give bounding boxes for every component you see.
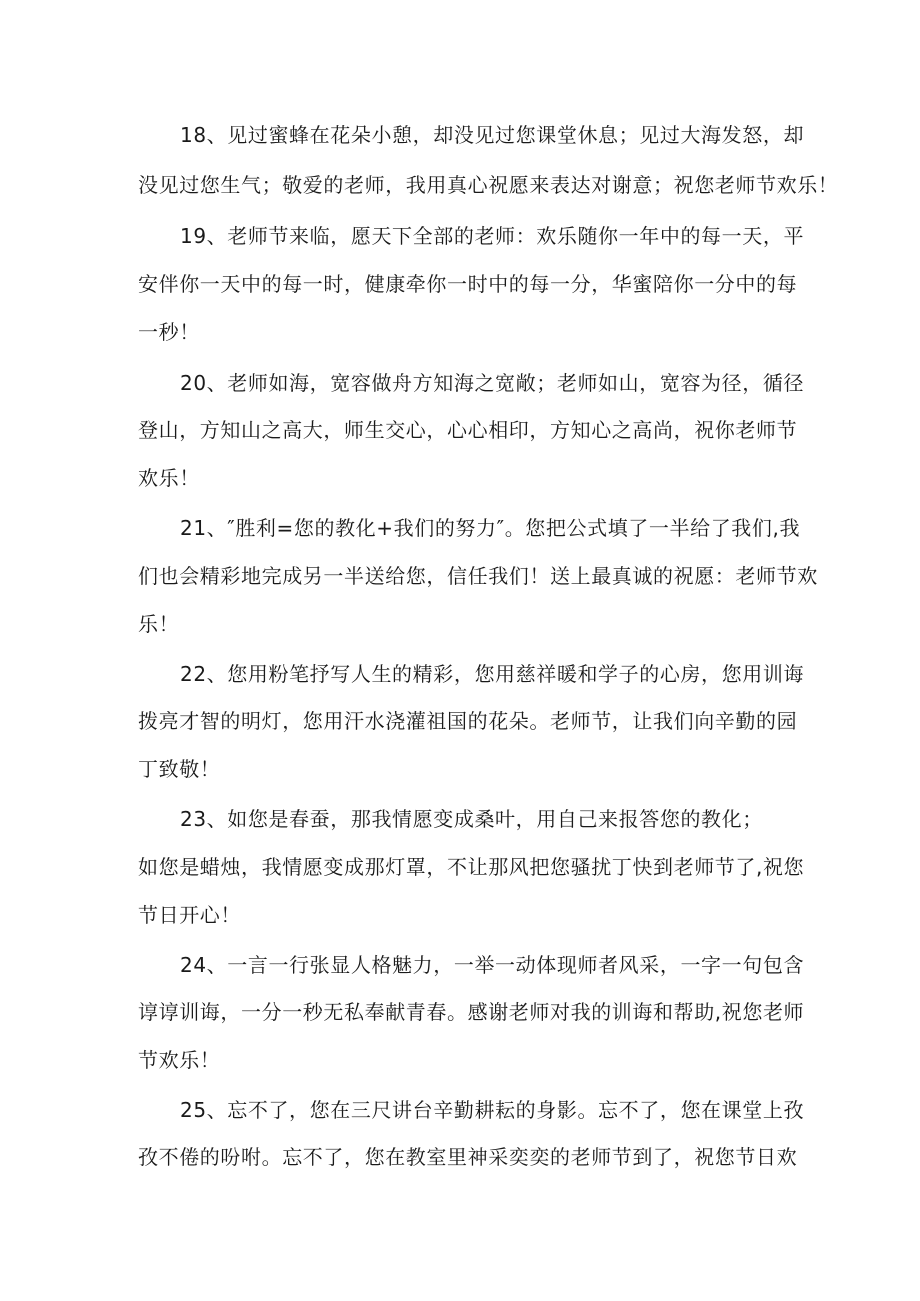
paragraph-18-line-1: 18、见过蜜蜂在花朵小憩，却没见过您课堂休息；见过大海发怒，却 <box>180 123 805 147</box>
paragraph-22-line-1: 22、您用粉笔抒写人生的精彩，您用慈祥暖和学子的心房，您用训诲 <box>180 662 805 686</box>
paragraph-24-line-3: 节欢乐！ <box>138 1048 221 1072</box>
paragraph-24-line-2: 谆谆训诲，一分一秒无私奉献青春。感谢老师对我的训诲和帮助,祝您老师 <box>138 1000 805 1024</box>
paragraph-21-line-1: 21、″胜利=您的教化+我们的努力″。您把公式填了一半给了我们,我 <box>180 516 801 540</box>
paragraph-20-line-1: 20、老师如海，宽容做舟方知海之宽敞；老师如山，宽容为径，循径 <box>180 371 805 395</box>
paragraph-23-line-3: 节日开心！ <box>138 903 241 927</box>
paragraph-18-line-2: 没见过您生气；敬爱的老师，我用真心祝愿来表达对谢意；祝您老师节欢乐！ <box>138 173 839 197</box>
paragraph-21-line-2: 们也会精彩地完成另一半送给您，信任我们！送上最真诚的祝愿：老师节欢 <box>138 564 818 588</box>
paragraph-21-line-3: 乐！ <box>138 612 180 636</box>
paragraph-22-line-2: 拨亮才智的明灯，您用汗水浇灌祖国的花朵。老师节，让我们向辛勤的园 <box>138 709 798 733</box>
paragraph-19-line-1: 19、老师节来临，愿天下全部的老师：欢乐随你一年中的每一天，平 <box>180 224 805 248</box>
paragraph-23-line-1: 23、如您是春蚕，那我情愿变成桑叶，用自己来报答您的教化； <box>180 807 763 831</box>
paragraph-25-line-2: 孜不倦的吩咐。忘不了，您在教室里神采奕奕的老师节到了，祝您节日欢 <box>138 1145 798 1169</box>
paragraph-22-line-3: 丁致敬！ <box>138 757 221 781</box>
paragraph-20-line-2: 登山，方知山之高大，师生交心，心心相印，方知心之高尚，祝你老师节 <box>138 418 798 442</box>
paragraph-23-line-2: 如您是蜡烛，我情愿变成那灯罩，不让那风把您骚扰丁快到老师节了,祝您 <box>138 855 805 879</box>
paragraph-19-line-3: 一秒！ <box>138 320 200 344</box>
paragraph-19-line-2: 安伴你一天中的每一时，健康牵你一时中的每一分，华蜜陪你一分中的每 <box>138 272 798 296</box>
paragraph-25-line-1: 25、忘不了，您在三尺讲台辛勤耕耘的身影。忘不了，您在课堂上孜 <box>180 1098 805 1122</box>
paragraph-20-line-3: 欢乐！ <box>138 466 200 490</box>
paragraph-24-line-1: 24、一言一行张显人格魅力，一举一动体现师者风采，一字一句包含 <box>180 953 805 977</box>
